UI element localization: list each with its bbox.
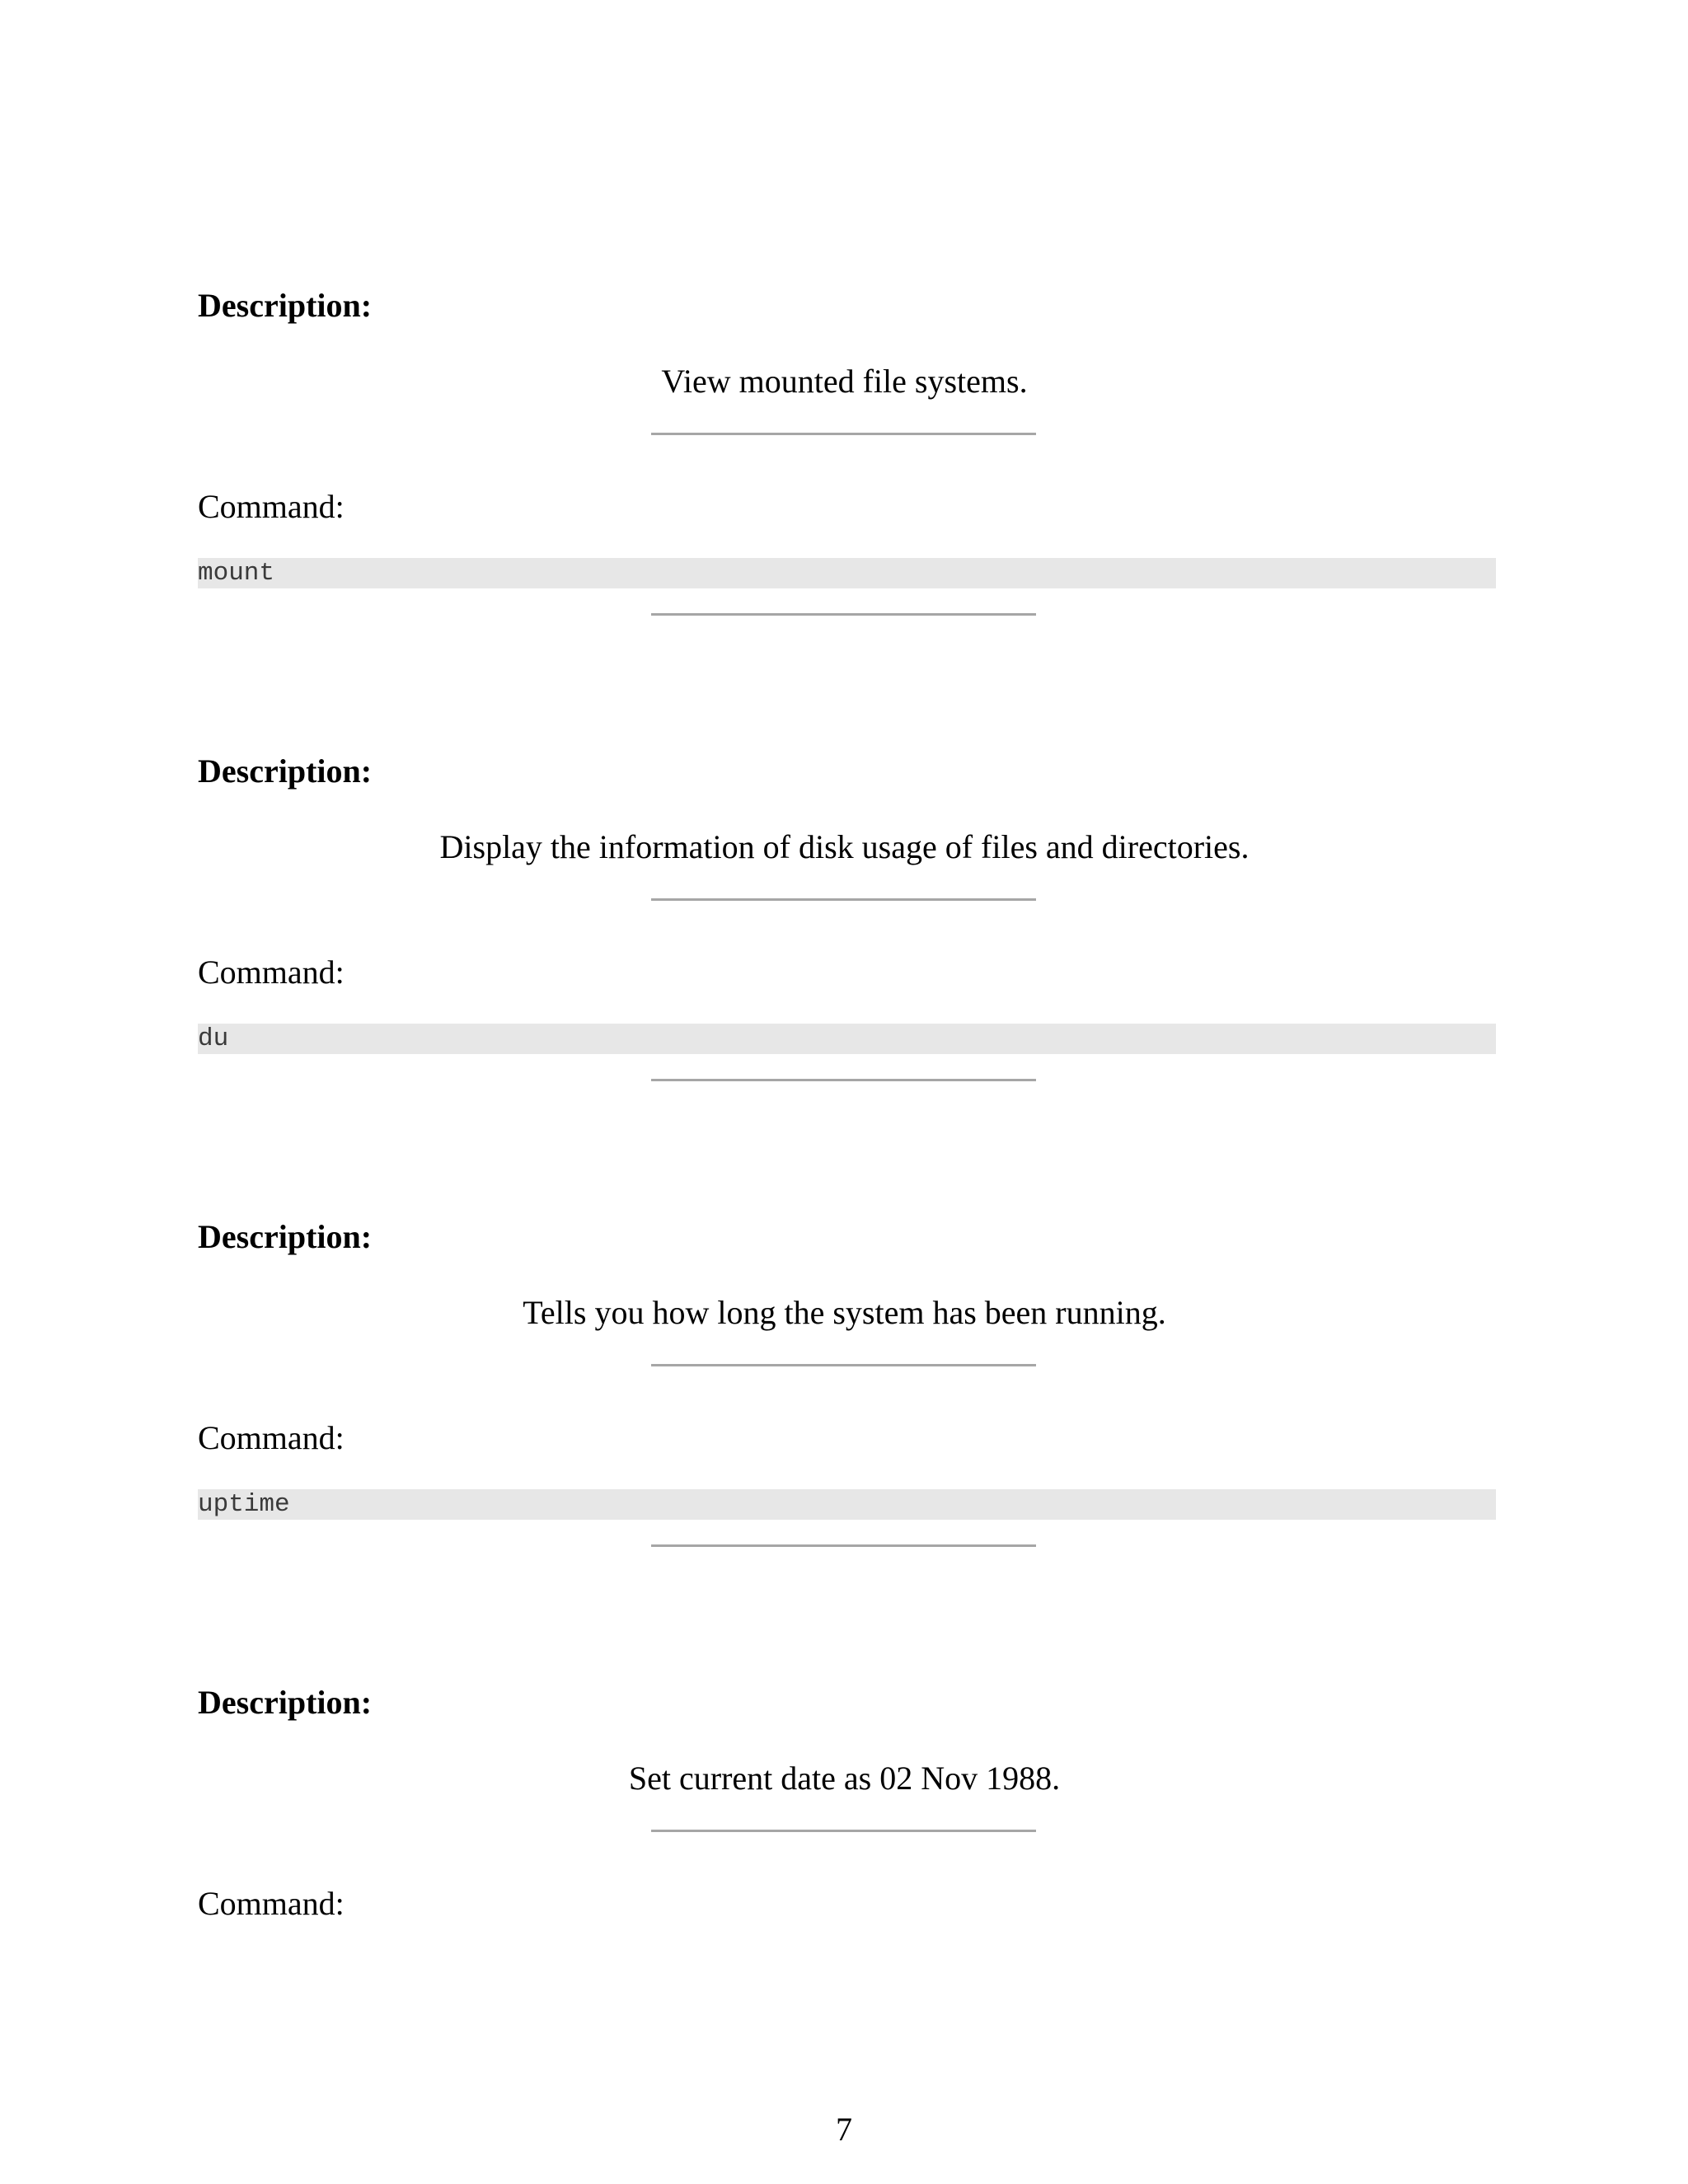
- description-label: Description:: [198, 287, 373, 324]
- description-label: Description:: [198, 1218, 373, 1255]
- answer-divider: [651, 1830, 1036, 1832]
- command-label: Command:: [198, 488, 345, 525]
- answer-divider: [651, 613, 1036, 616]
- entry-set-date: [0, 1683, 1688, 2111]
- entry-uptime: [0, 1217, 1688, 1646]
- description-text: Set current date as 02 Nov 1988.: [628, 1760, 1061, 1797]
- description-text: Display the information of disk usage of files and directories.: [439, 828, 1250, 865]
- answer-divider: [651, 898, 1036, 901]
- answer-divider: [651, 1544, 1036, 1547]
- command-code-block: [198, 1489, 1496, 1520]
- answer-divider: [651, 1079, 1036, 1081]
- description-text: View mounted file systems.: [661, 363, 1028, 400]
- command-label: Command:: [198, 1885, 345, 1922]
- answer-divider: [651, 433, 1036, 435]
- entry-mount: [0, 286, 1688, 715]
- command-label: Command:: [198, 1419, 345, 1456]
- command-code-block: [198, 558, 1496, 588]
- command-code-block: [198, 1024, 1496, 1054]
- command-code: uptime: [198, 1490, 290, 1519]
- description-label: Description:: [198, 752, 373, 790]
- answer-divider: [651, 1364, 1036, 1366]
- command-label: Command:: [198, 954, 345, 991]
- description-label: Description:: [198, 1684, 373, 1721]
- page-number: 7: [836, 2111, 852, 2148]
- command-code: du: [198, 1024, 229, 1053]
- description-text: Tells you how long the system has been running.: [523, 1294, 1166, 1331]
- entry-du: [0, 752, 1688, 1180]
- command-code: mount: [198, 559, 275, 588]
